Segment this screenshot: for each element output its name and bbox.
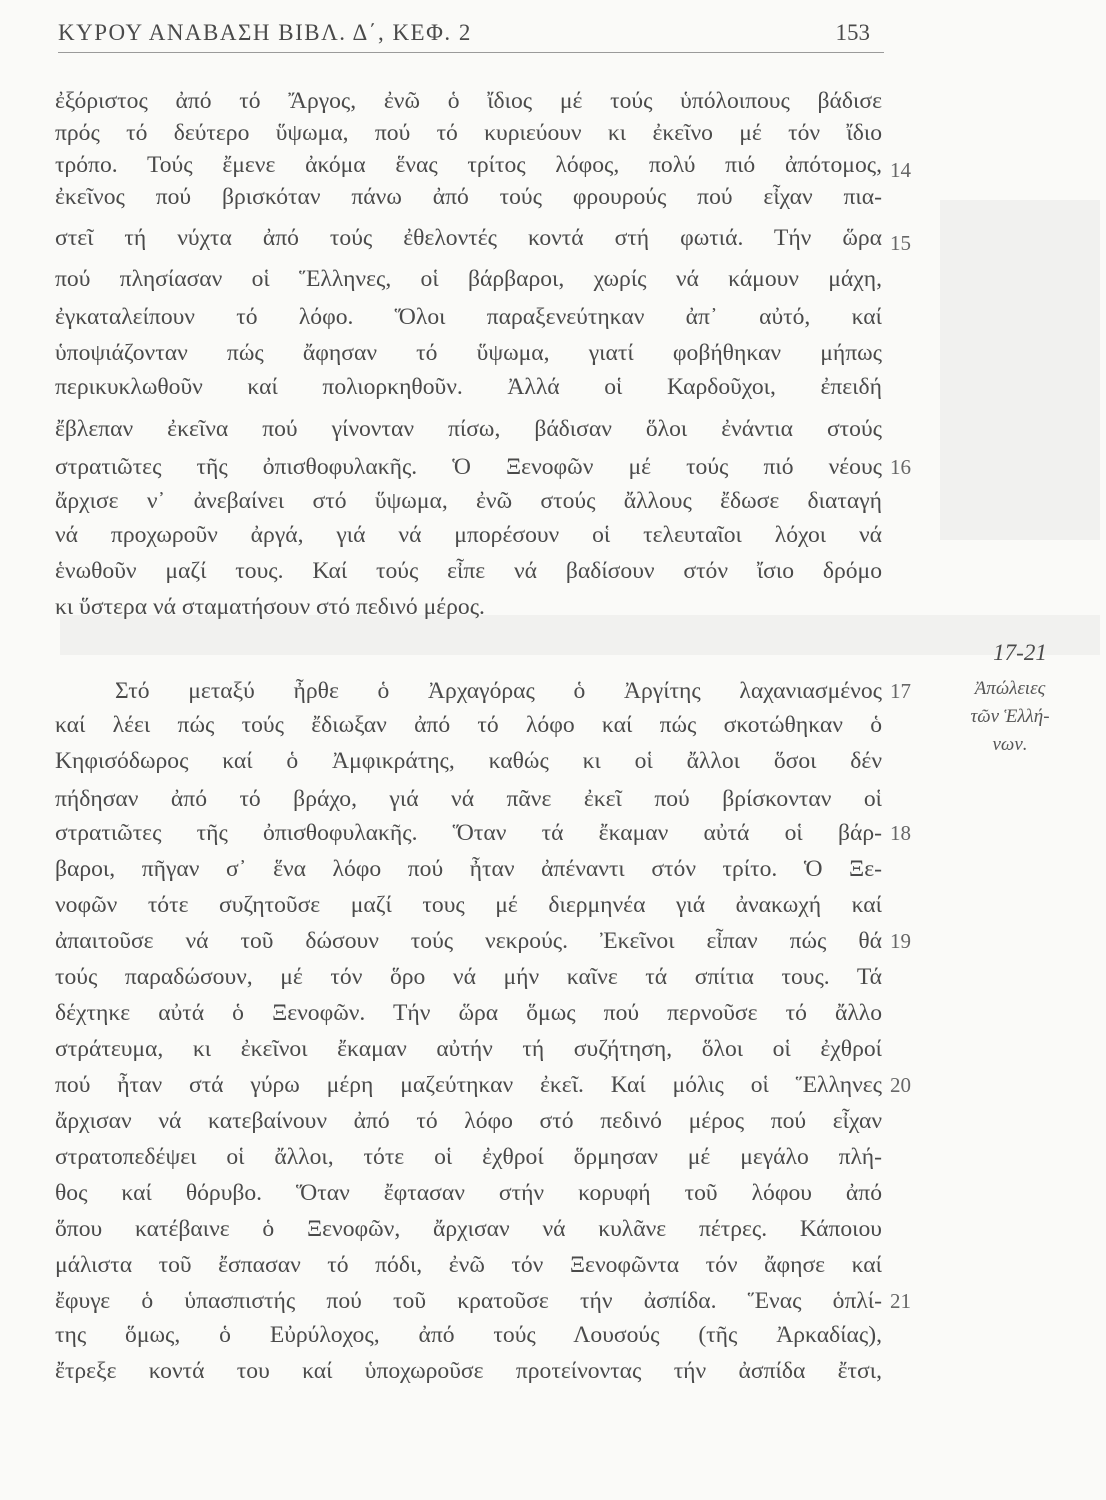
sidenote-line: Ἀπώλειες: [974, 678, 1046, 699]
text-line: δέχτηκε αὐτά ὁ Ξενοφῶν. Τήν ὥρα ὅμως πού περνοῦσε τό ἄλλο: [55, 1000, 882, 1026]
section-number: 20: [890, 1073, 911, 1097]
text-line: πήδησαν ἀπό τό βράχο, γιά νά πᾶνε ἐκεῖ πού βρίσκονταν οἱ: [55, 786, 882, 812]
text-line: Κηφισόδωρος καί ὁ Ἀμφικράτης, καθώς κι οἱ ἄλλοι ὅσοι δέν: [55, 748, 882, 774]
text-line: ἄρχισαν νά κατεβαίνουν ἀπό τό λόφο στό πεδινό μέρος πού εἶχαν: [55, 1108, 882, 1134]
page-header: [58, 16, 884, 53]
text-line: τρόπο. Τούς ἔμενε ἀκόμα ἕνας τρίτος λόφος, πολύ πιό ἀπότομος,: [55, 152, 882, 178]
text-line: ἄρχισε ν᾽ ἀνεβαίνει στό ὕψωμα, ἐνῶ στούς ἄλλους ἔδωσε διαταγή: [55, 488, 882, 514]
text-line: ἐξόριστος ἀπό τό Ἄργος, ἐνῶ ὁ ἴδιος μέ τούς ὑπόλοιπους βάδισε: [55, 88, 882, 114]
section-number: 16: [890, 455, 911, 479]
text-line: ἔτρεξε κοντά του καί ὑποχωροῦσε προτείνοντας τήν ἀσπίδα ἔτσι,: [55, 1358, 882, 1384]
section-number: 18: [890, 821, 911, 845]
text-line: στρατιῶτες τῆς ὀπισθοφυλακῆς. Ὁ Ξενοφῶν μέ τούς πιό νέους: [55, 454, 882, 480]
text-line: τούς παραδώσουν, μέ τόν ὅρο νά μήν καῖνε τά σπίτια τους. Τά: [55, 964, 882, 990]
text-line: ἀπαιτοῦσε νά τοῦ δώσουν τούς νεκρούς. Ἐκεῖνοι εἶπαν πώς θά: [55, 928, 882, 954]
section-number: 19: [890, 929, 911, 953]
text-line: στρατιῶτες τῆς ὀπισθοφυλακῆς. Ὅταν τά ἔκαμαν αὐτά οἱ βάρ-: [55, 820, 882, 846]
text-line: ὑποψιάζονταν πώς ἄφησαν τό ὕψωμα, γιατί φοβήθηκαν μήπως: [55, 340, 882, 366]
section-number: 15: [890, 231, 911, 255]
bleed-through-shade: [940, 200, 1100, 540]
sidenote-line: τῶν Ἑλλή-: [970, 706, 1050, 727]
section-number: 21: [890, 1289, 911, 1313]
sidenote-range: 17-21: [993, 640, 1047, 665]
text-line: ἐκεῖνος πού βρισκόταν πάνω ἀπό τούς φρουρούς πού εἶχαν πια-: [55, 184, 882, 210]
text-line: μάλιστα τοῦ ἔσπασαν τό πόδι, ἐνῶ τόν Ξενοφῶντα τόν ἄφησε καί: [55, 1252, 882, 1278]
text-line: ἑνωθοῦν μαζί τους. Καί τούς εἶπε νά βαδίσουν στόν ἴσιο δρόμο: [55, 558, 882, 584]
text-line: πρός τό δεύτερο ὕψωμα, πού τό κυριεύουν κι ἐκεῖνο μέ τόν ἴδιο: [55, 120, 882, 146]
text-line: βαροι, πῆγαν σ᾽ ἕνα λόφο πού ἦταν ἀπέναντι στόν τρίτο. Ὁ Ξε-: [55, 856, 882, 882]
text-line: νοφῶν τότε συζητοῦσε μαζί τους μέ διερμηνέα γιά ἀνακωχή καί: [55, 892, 882, 918]
text-line: πού ἦταν στά γύρω μέρη μαζεύτηκαν ἐκεῖ. Καί μόλις οἱ Ἕλληνες: [55, 1072, 882, 1098]
text-line: στεῖ τή νύχτα ἀπό τούς ἐθελοντές κοντά στή φωτιά. Τήν ὥρα: [55, 225, 882, 251]
text-line: στράτευμα, κι ἐκεῖνοι ἔκαμαν αὐτήν τή συζήτηση, ὅλοι οἱ ἐχθροί: [55, 1036, 882, 1062]
sidenote-line: νων.: [992, 734, 1028, 755]
text-line: πού πλησίασαν οἱ Ἕλληνες, οἱ βάρβαροι, χωρίς νά κάμουν μάχη,: [55, 266, 882, 292]
text-line: νά προχωροῦν ἀργά, γιά νά μπορέσουν οἱ τελευταῖοι λόχοι νά: [55, 522, 882, 548]
section-number: 17: [890, 679, 911, 703]
text-line: κι ὕστερα νά σταματήσουν στό πεδινό μέρος.: [55, 594, 485, 620]
text-line: ὅπου κατέβαινε ὁ Ξενοφῶν, ἄρχισαν νά κυλᾶνε πέτρες. Κάποιου: [55, 1216, 882, 1242]
text-line: ἔβλεπαν ἐκεῖνα πού γίνονταν πίσω, βάδισαν ὅλοι ἐνάντια στούς: [55, 416, 882, 442]
text-line: της ὅμως, ὁ Εὐρύλοχος, ἀπό τούς Λουσούς (τῆς Ἀρκαδίας),: [55, 1322, 882, 1348]
text-line: ἐγκαταλείπουν τό λόφο. Ὅλοι παραξενεύτηκαν ἀπ᾽ αὐτό, καί: [55, 304, 882, 330]
text-line: ἔφυγε ὁ ὑπασπιστής πού τοῦ κρατοῦσε τήν ἀσπίδα. Ἕνας ὁπλί-: [55, 1288, 882, 1314]
running-head: ΚΥΡΟΥ ΑΝΑΒΑΣΗ ΒΙΒΛ. Δ΄, ΚΕΦ. 2: [58, 20, 472, 45]
text-line: στρατοπεδέψει οἱ ἄλλοι, τότε οἱ ἐχθροί ὅρμησαν μέ μεγάλο πλή-: [55, 1144, 882, 1170]
page-number: 153: [835, 20, 870, 45]
section-number: 14: [890, 158, 911, 182]
text-line: περικυκλωθοῦν καί πολιορκηθοῦν. Ἀλλά οἱ Καρδοῦχοι, ἐπειδή: [55, 374, 882, 400]
text-line: θος καί θόρυβο. Ὅταν ἔφτασαν στήν κορυφή τοῦ λόφου ἀπό: [55, 1180, 882, 1206]
text-line: καί λέει πώς τούς ἔδιωξαν ἀπό τό λόφο καί πώς σκοτώθηκαν ὁ: [55, 712, 882, 738]
text-line: Στό μεταξύ ἦρθε ὁ Ἀρχαγόρας ὁ Ἀργίτης λαχανιασμένος: [115, 678, 882, 704]
